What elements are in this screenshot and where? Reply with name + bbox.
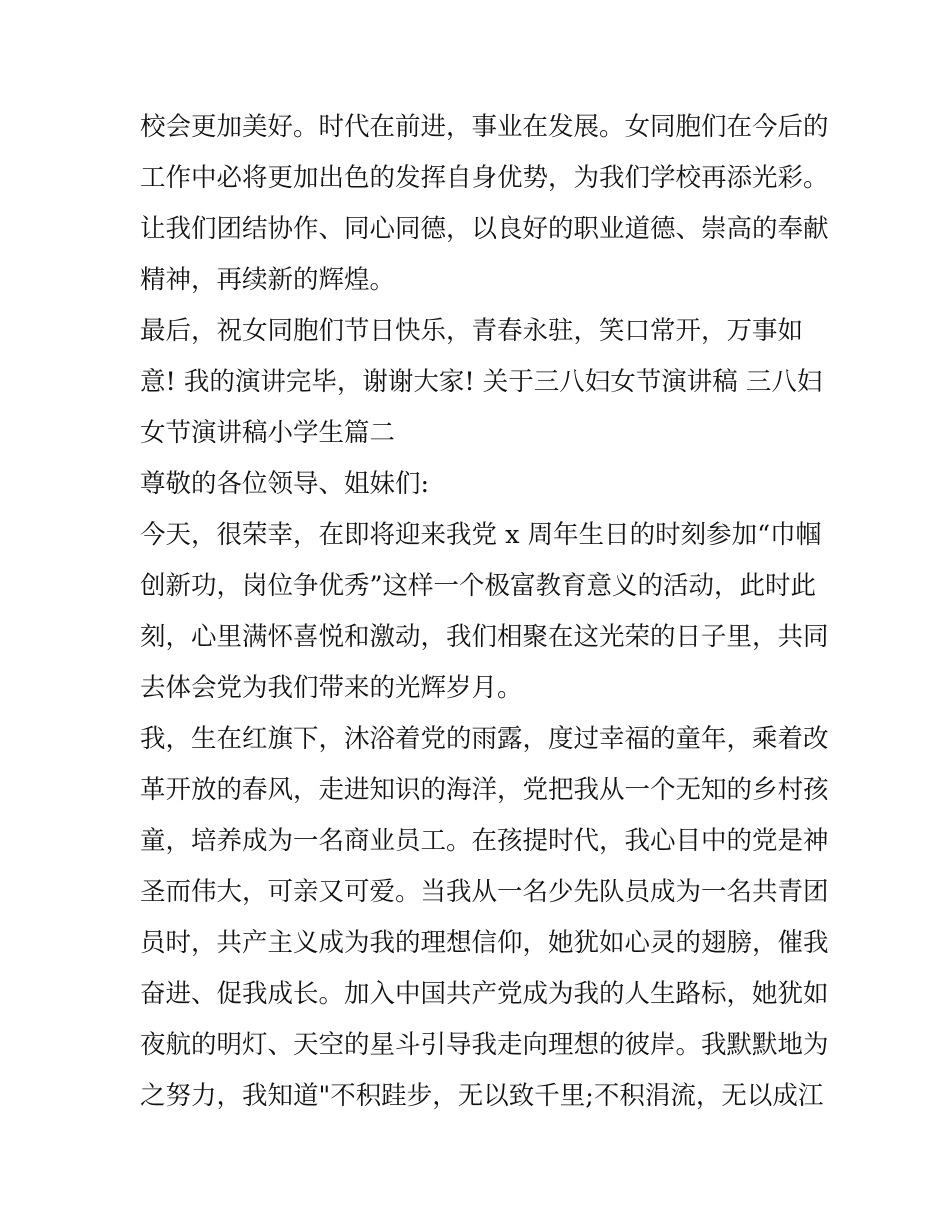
salutation-line: 尊敬的各位领导、姐妹们:: [140, 469, 430, 499]
text-line: 今天，很荣幸，在即将迎来我党 x 周年生日的时刻参加“巾帼: [140, 520, 822, 550]
text-line: 校会更加美好。时代在前进，事业在发展。女同胞们在今后的: [140, 112, 829, 142]
text-line: 员时，共产主义成为我的理想信仰，她犹如心灵的翅膀，催我: [140, 928, 829, 958]
text-line: 刻，心里满怀喜悦和激动，我们相聚在这光荣的日子里，共同: [140, 622, 829, 652]
text-line: 我，生在红旗下，沐浴着党的雨露，度过幸福的童年，乘着改: [140, 724, 829, 754]
document-page: [140, 102, 840, 1122]
text-line: 圣而伟大，可亲又可爱。当我从一名少先队员成为一名共青团: [140, 877, 829, 907]
text-line: 创新功，岗位争优秀”这样一个极富教育意义的活动，此时此: [140, 571, 817, 601]
text-line: 奋进、促我成长。加入中国共产党成为我的人生路标，她犹如: [140, 979, 829, 1009]
section-title-line: 女节演讲稿小学生篇二: [140, 418, 396, 448]
text-line: 让我们团结协作、同心同德，以良好的职业道德、崇高的奉献: [140, 214, 829, 244]
text-line: 去体会党为我们带来的光辉岁月。: [140, 673, 523, 703]
text-line: 最后，祝女同胞们节日快乐，青春永驻，笑口常开，万事如: [140, 316, 804, 346]
text-line: 意! 我的演讲完毕，谢谢大家! 关于三八妇女节演讲稿 三八妇: [140, 367, 823, 397]
text-line: 童，培养成为一名商业员工。在孩提时代，我心目中的党是神: [140, 826, 829, 856]
text-line: 工作中必将更加出色的发挥自身优势，为我们学校再添光彩。: [140, 163, 829, 193]
text-line: 革开放的春风，走进知识的海洋，党把我从一个无知的乡村孩: [140, 775, 829, 805]
text-line: 之努力，我知道"不积跬步，无以致千里;不积涓流，无以成江: [140, 1081, 824, 1111]
text-line: 精神，再续新的辉煌。: [140, 265, 396, 295]
text-line: 夜航的明灯、天空的星斗引导我走向理想的彼岸。我默默地为: [140, 1030, 829, 1060]
